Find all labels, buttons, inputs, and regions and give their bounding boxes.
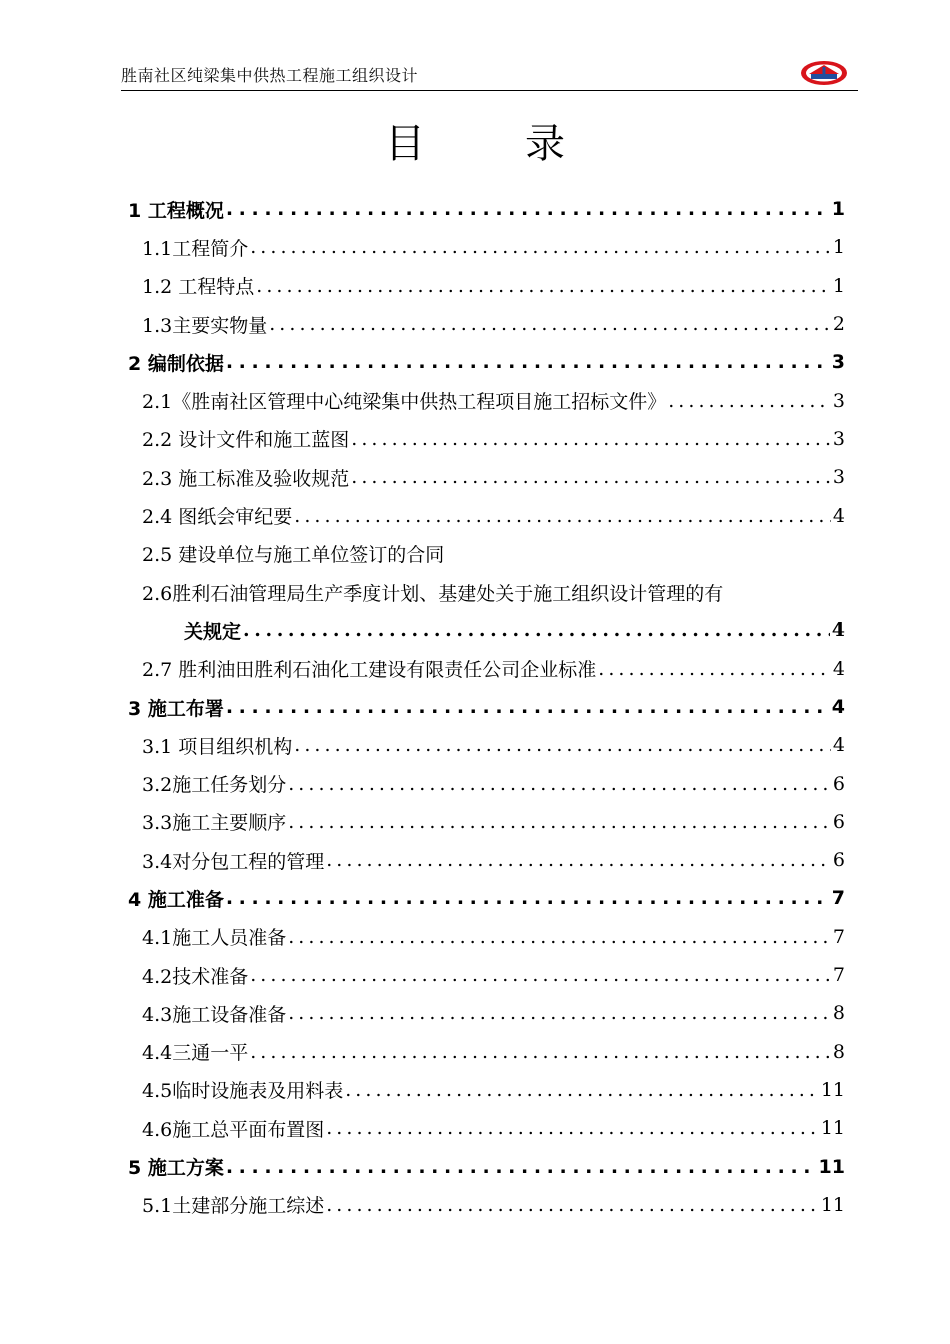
toc-entry-page: 4 bbox=[832, 504, 845, 527]
toc-entry-page: 11 bbox=[818, 1155, 845, 1178]
toc-subsection-entry[interactable] bbox=[128, 803, 845, 841]
toc-entry-page: 4 bbox=[832, 657, 845, 680]
toc-leader-dots bbox=[598, 658, 831, 680]
toc-section-entry[interactable] bbox=[128, 879, 845, 917]
toc-entry-page: 11 bbox=[820, 1078, 845, 1101]
toc-subsection-entry[interactable] bbox=[128, 1071, 845, 1109]
toc-entry-label: 1.3主要实物量 bbox=[142, 314, 268, 337]
toc-entry-page: 1 bbox=[832, 236, 845, 259]
toc-subsection-entry[interactable] bbox=[128, 650, 845, 688]
toc-entry-page: 6 bbox=[832, 772, 845, 795]
toc-entry-page: 3 bbox=[832, 427, 845, 450]
toc-subsection-entry[interactable] bbox=[128, 420, 845, 458]
toc-entry-label: 4 施工准备 bbox=[128, 888, 224, 911]
toc-entry-label: 3.2施工任务划分 bbox=[142, 774, 287, 797]
toc-entry-label: 5.1土建部分施工综述 bbox=[142, 1195, 325, 1218]
toc-entry-page: 1 bbox=[831, 198, 845, 221]
company-logo-icon bbox=[800, 60, 848, 86]
toc-entry-label: 3.3施工主要顺序 bbox=[142, 812, 287, 835]
toc-entry-page: 3 bbox=[832, 389, 845, 412]
toc-subsection-entry[interactable] bbox=[128, 228, 845, 266]
toc-subsection-entry[interactable] bbox=[128, 381, 845, 419]
toc-entry-page: 11 bbox=[820, 1117, 845, 1140]
toc-subsection-entry[interactable] bbox=[128, 535, 845, 573]
toc-entry-label: 2.6胜利石油管理局生产季度计划、基建处关于施工组织设计管理的有 bbox=[142, 582, 724, 605]
toc-entry-label: 2.4 图纸会审纪要 bbox=[142, 506, 293, 529]
toc-entry-label: 2.5 建设单位与施工单位签订的合同 bbox=[142, 544, 445, 567]
toc-section-entry[interactable] bbox=[128, 1147, 845, 1185]
toc-entry-page: 1 bbox=[832, 274, 845, 297]
toc-leader-dots bbox=[326, 1194, 819, 1216]
toc-entry-page: 7 bbox=[832, 925, 845, 948]
toc-entry-label: 2.1《胜南社区管理中心纯梁集中供热工程项目施工招标文件》 bbox=[142, 391, 667, 414]
toc-subsection-entry[interactable] bbox=[128, 611, 845, 649]
toc-leader-dots bbox=[250, 1041, 831, 1063]
toc-entry-label: 4.4三通一平 bbox=[142, 1042, 249, 1065]
page-title bbox=[0, 112, 950, 169]
toc-entry-page: 4 bbox=[831, 696, 845, 718]
toc-subsection-entry[interactable] bbox=[128, 458, 845, 496]
page-title-char-1: 目 bbox=[385, 121, 425, 167]
table-of-contents bbox=[128, 190, 845, 1224]
toc-leader-dots bbox=[288, 811, 831, 833]
toc-leader-dots bbox=[226, 1156, 817, 1178]
toc-leader-dots bbox=[250, 236, 831, 258]
toc-entry-page: 8 bbox=[832, 1002, 845, 1025]
toc-leader-dots bbox=[294, 734, 831, 756]
toc-subsection-entry[interactable] bbox=[128, 305, 845, 343]
toc-section-entry[interactable] bbox=[128, 343, 845, 381]
toc-leader-dots bbox=[226, 198, 830, 220]
toc-entry-label: 2 编制依据 bbox=[128, 352, 224, 375]
toc-leader-dots bbox=[326, 1117, 819, 1139]
page-header bbox=[121, 58, 858, 91]
toc-subsection-entry[interactable] bbox=[128, 956, 845, 994]
toc-entry-label: 1.1工程简介 bbox=[142, 237, 249, 260]
toc-entry-label: 4.3施工设备准备 bbox=[142, 1003, 287, 1026]
toc-entry-page: 3 bbox=[831, 351, 845, 374]
toc-entry-label: 4.5临时设施表及用料表 bbox=[142, 1080, 344, 1103]
toc-entry-label: 5 施工方案 bbox=[128, 1157, 224, 1180]
toc-entry-page: 7 bbox=[831, 887, 845, 910]
toc-leader-dots bbox=[326, 849, 831, 871]
toc-section-entry[interactable] bbox=[128, 688, 845, 726]
toc-entry-page: 4 bbox=[831, 619, 845, 642]
toc-entry-label: 1.2 工程特点 bbox=[142, 276, 255, 299]
toc-entry-page: 2 bbox=[832, 313, 845, 336]
toc-entry-page: 4 bbox=[832, 734, 845, 757]
toc-entry-label: 3 施工布署 bbox=[128, 697, 224, 720]
toc-entry-page: 8 bbox=[832, 1040, 845, 1063]
toc-subsection-entry[interactable] bbox=[128, 1033, 845, 1071]
toc-leader-dots bbox=[351, 466, 831, 488]
toc-subsection-entry[interactable] bbox=[128, 764, 845, 802]
toc-entry-label: 4.6施工总平面布置图 bbox=[142, 1118, 325, 1141]
toc-entry-page: 6 bbox=[832, 810, 845, 833]
page-title-char-2: 录 bbox=[525, 121, 565, 167]
toc-subsection-entry[interactable] bbox=[128, 1109, 845, 1147]
toc-leader-dots bbox=[243, 619, 830, 641]
toc-leader-dots bbox=[269, 313, 831, 335]
toc-leader-dots bbox=[294, 505, 831, 527]
toc-entry-page: 11 bbox=[820, 1193, 845, 1216]
toc-leader-dots bbox=[250, 964, 831, 986]
toc-leader-dots bbox=[351, 428, 831, 450]
toc-entry-label: 1 工程概况 bbox=[128, 199, 224, 222]
toc-entry-label: 关规定 bbox=[184, 620, 242, 643]
toc-entry-label: 4.1施工人员准备 bbox=[142, 927, 287, 950]
header-title: 胜南社区纯梁集中供热工程施工组织设计 bbox=[121, 66, 419, 85]
toc-subsection-entry[interactable] bbox=[128, 267, 845, 305]
toc-subsection-entry[interactable] bbox=[128, 1186, 845, 1224]
toc-subsection-entry[interactable] bbox=[128, 496, 845, 534]
toc-entry-page: 3 bbox=[832, 466, 845, 489]
toc-subsection-entry[interactable] bbox=[128, 573, 845, 611]
toc-leader-dots bbox=[226, 696, 830, 718]
toc-leader-dots bbox=[288, 926, 831, 948]
toc-leader-dots bbox=[345, 1079, 819, 1101]
toc-subsection-entry[interactable] bbox=[128, 841, 845, 879]
toc-subsection-entry[interactable] bbox=[128, 994, 845, 1032]
toc-entry-label: 2.7 胜利油田胜利石油化工建设有限责任公司企业标准 bbox=[142, 659, 597, 682]
toc-leader-dots bbox=[256, 275, 831, 297]
toc-entry-page: 6 bbox=[832, 849, 845, 872]
toc-leader-dots bbox=[668, 390, 831, 412]
toc-entry-label: 4.2技术准备 bbox=[142, 965, 249, 988]
toc-entry-label: 2.2 设计文件和施工蓝图 bbox=[142, 429, 350, 452]
toc-leader-dots bbox=[226, 351, 830, 373]
toc-entry-page: 7 bbox=[832, 964, 845, 987]
toc-section-entry[interactable] bbox=[128, 190, 845, 228]
toc-entry-label: 2.3 施工标准及验收规范 bbox=[142, 467, 350, 490]
toc-entry-label: 3.4对分包工程的管理 bbox=[142, 850, 325, 873]
toc-subsection-entry[interactable] bbox=[128, 726, 845, 764]
toc-entry-label: 3.1 项目组织机构 bbox=[142, 735, 293, 758]
toc-leader-dots bbox=[288, 1002, 831, 1024]
toc-subsection-entry[interactable] bbox=[128, 918, 845, 956]
toc-leader-dots bbox=[288, 773, 831, 795]
toc-leader-dots bbox=[226, 887, 830, 909]
